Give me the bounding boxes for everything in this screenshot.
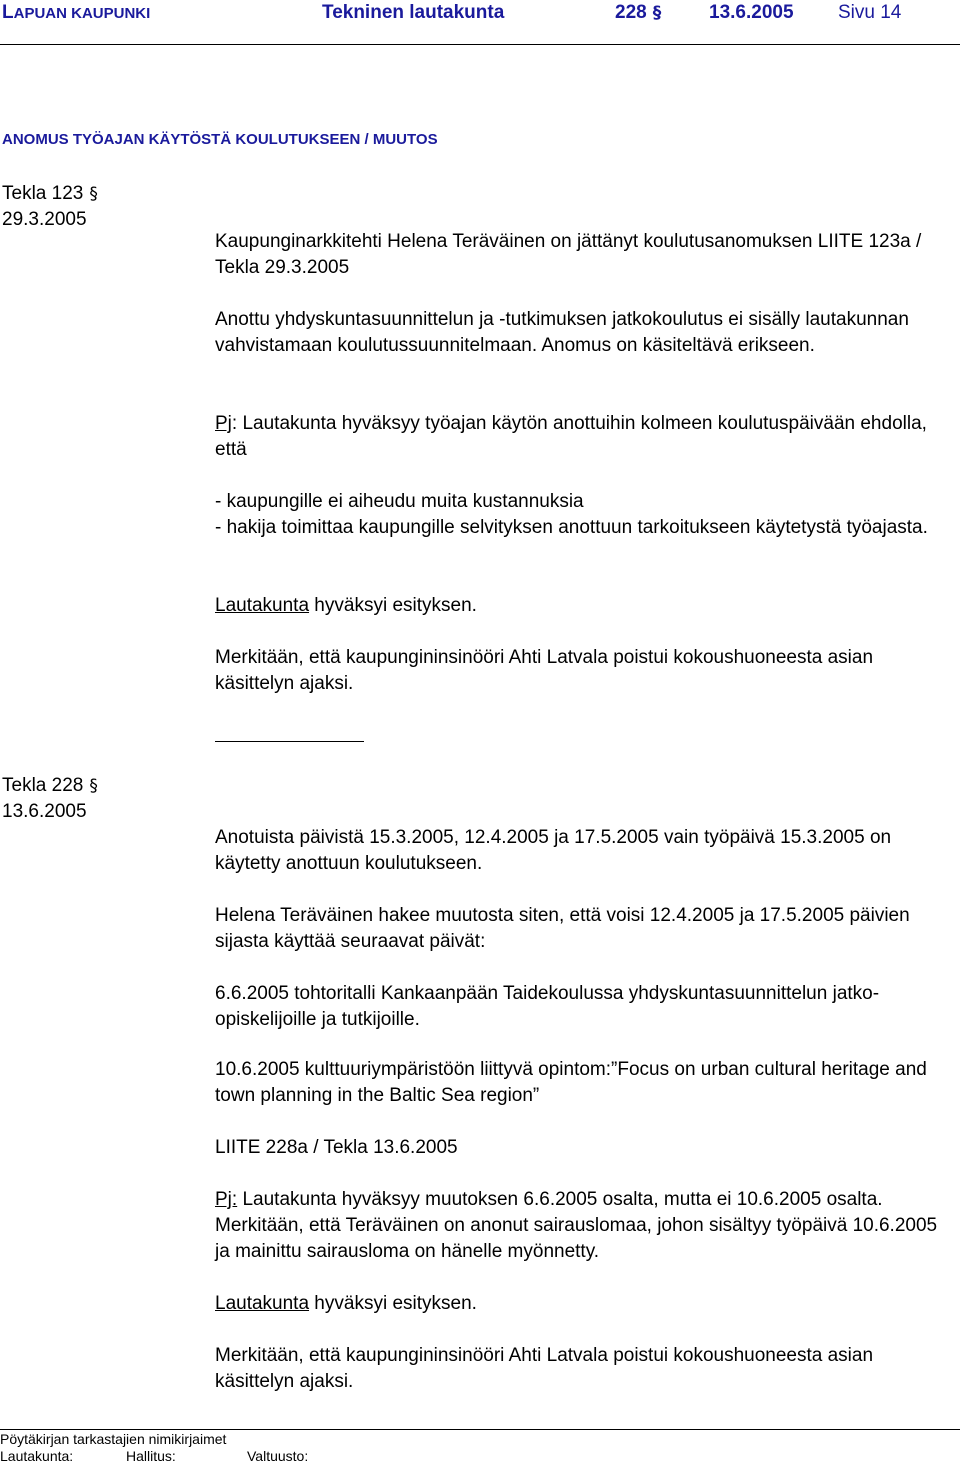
decision-1: Lautakunta hyväksyi esityksen.: [215, 595, 477, 616]
note-2: Merkitään, että kaupungininsinööri Ahti Latvala poistui kokoushuoneesta asian käsittelyn ajaksi.: [215, 1345, 874, 1392]
list-item: - kaupungille ei aiheudu muita kustannuksia: [215, 491, 584, 512]
ref-label-1: Tekla 123 §: [2, 183, 98, 204]
footer-lautakunta: Lautakunta:: [0, 1448, 74, 1464]
header-org: LAPUAN KAUPUNKI: [2, 2, 151, 23]
header-page: Sivu 14: [838, 2, 902, 23]
ref-date-2: 13.6.2005: [2, 801, 87, 822]
paragraph-change-request: Helena Teräväinen hakee muutosta siten, että voisi 12.4.2005 ja 17.5.2005 päivien sijasta käyttää seuraavat päivät:: [215, 905, 910, 952]
paragraph-chair-proposal-2: Pj: Lautakunta hyväksyy muutoksen 6.6.2005 osalta, mutta ei 10.6.2005 osalta. Merkitään, että Teräväinen on anonut sairauslomaa, johon sisältyy työpäivä 10.6.2005 ja mainittu sairausloma on hänelle myönnetty.: [215, 1189, 938, 1262]
attachment-ref: LIITE 228a / Tekla 13.6.2005: [215, 1137, 458, 1158]
paragraph-application: Kaupunginarkkitehti Helena Teräväinen on jättänyt koulutusanomuksen LIITE 123a / Tekla 29.3.2005: [215, 231, 922, 278]
ref-label-2: Tekla 228 §: [2, 775, 98, 796]
header-section: 228 §: [615, 2, 662, 23]
footer-valtuusto: Valtuusto:: [247, 1448, 309, 1464]
header-board: Tekninen lautakunta: [322, 2, 505, 23]
paragraph-chair-proposal: Pj: Lautakunta hyväksyy työajan käytön anottuihin kolmeen koulutuspäivään ehdolla, että: [215, 413, 927, 460]
note-1: Merkitään, että kaupungininsinööri Ahti Latvala poistui kokoushuoneesta asian käsittelyn ajaksi.: [215, 647, 874, 694]
footer-hallitus: Hallitus:: [126, 1448, 176, 1464]
footer-initials-label: Pöytäkirjan tarkastajien nimikirjaimet: [0, 1431, 227, 1447]
header-date: 13.6.2005: [709, 2, 794, 23]
paragraph-day-1: 6.6.2005 tohtoritalli Kankaanpään Taidekoulussa yhdyskuntasuunnittelun jatko-opiskelijoille ja tutkijoille.: [215, 983, 880, 1030]
paragraph-dates: Anotuista päivistä 15.3.2005, 12.4.2005 ja 17.5.2005 vain työpäivä 15.3.2005 on käytetty anottuun koulutukseen.: [215, 827, 892, 874]
header-rule: [0, 44, 960, 45]
separator-line: [215, 741, 364, 742]
paragraph-day-2: 10.6.2005 kulttuuriympäristöön liittyvä opintom:”Focus on urban cultural heritage and town planning in the Baltic Sea region”: [215, 1059, 927, 1106]
item-title: ANOMUS TYÖAJAN KÄYTÖSTÄ KOULUTUKSEEN / MUUTOS: [2, 131, 438, 148]
paragraph-not-in-plan: Anottu yhdyskuntasuunnittelun ja -tutkimuksen jatkokoulutus ei sisälly lautakunnan vahvistamaan koulutussuunnitelmaan. Anomus on käsiteltävä erikseen.: [215, 309, 909, 356]
ref-date-1: 29.3.2005: [2, 209, 87, 230]
decision-2: Lautakunta hyväksyi esityksen.: [215, 1293, 477, 1314]
list-item: - hakija toimittaa kaupungille selvityksen anottuun tarkoitukseen käytetystä työajasta.: [215, 517, 928, 538]
